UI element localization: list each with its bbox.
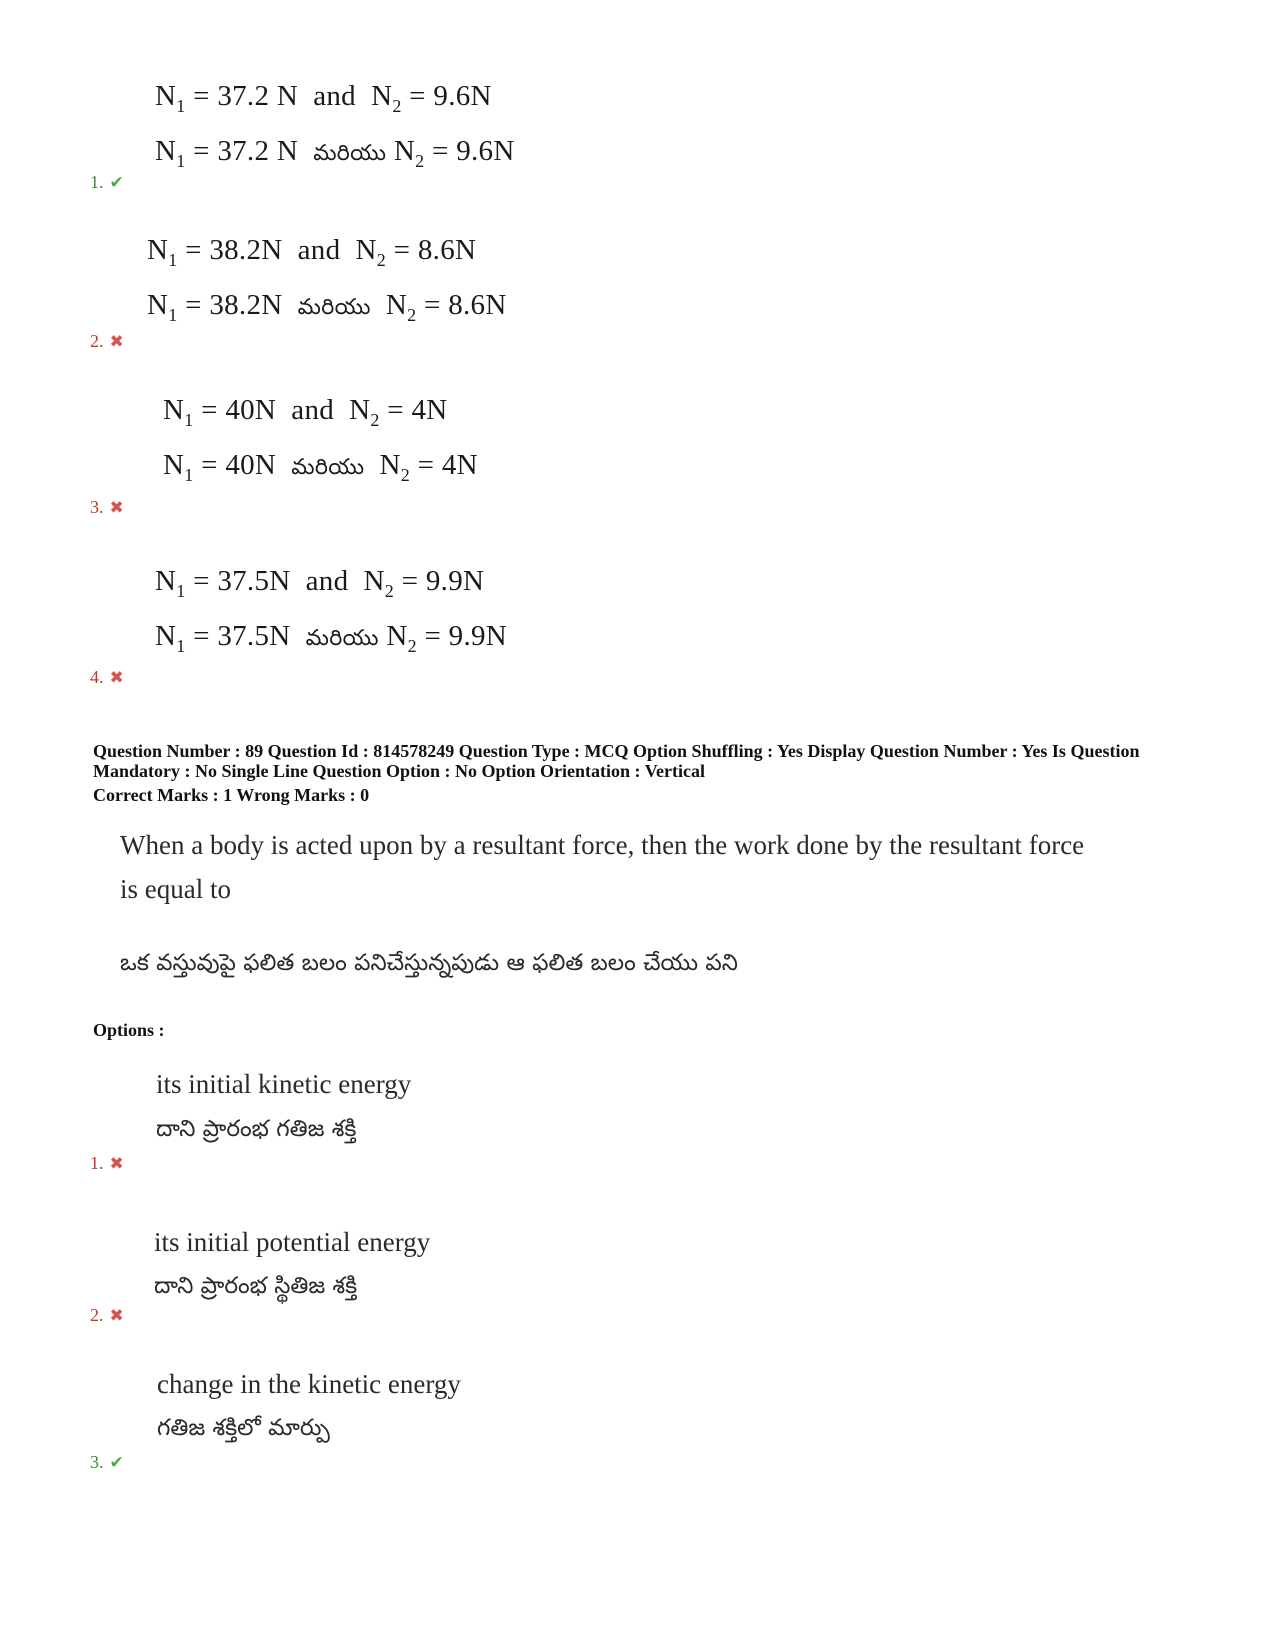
option-text-telugu: గతిజ శక్తిలో మార్పు: [157, 1415, 330, 1441]
options-label: Options :: [93, 1020, 165, 1040]
check-icon: ✔: [109, 1453, 124, 1472]
option-number: 3. ✔: [90, 1452, 124, 1472]
option-text-english: its initial kinetic energy: [156, 1069, 412, 1099]
option-number: 3. ✖: [90, 497, 124, 517]
question-text-telugu: ఒక వస్తువుపై ఫలిత బలం పనిచేస్తున్నపుడు ఆ ఫలిత బలం చేయు పని: [120, 950, 738, 976]
option-text-english: change in the kinetic energy: [157, 1369, 461, 1399]
question-meta-line1: Question Number : 89 Question Id : 814578249 Question Type : MCQ Option Shuffling : Yes Display Question Number : Yes Is Question: [93, 741, 1140, 761]
option-number: 4. ✖: [90, 667, 124, 687]
cross-icon: ✖: [109, 668, 124, 687]
question-meta-line2: Mandatory : No Single Line Question Option : No Option Orientation : Vertical: [93, 761, 706, 781]
option-text-telugu: దాని ప్రారంభ గతిజ శక్తి: [156, 1116, 357, 1142]
option-number: 2. ✖: [90, 331, 124, 351]
equation-telugu: $N_1 = 37.5N$ మరియు $N_2 = 9.9N$: [155, 620, 508, 656]
cross-icon: ✖: [109, 332, 124, 351]
option-number: 1. ✖: [90, 1153, 124, 1173]
equation-telugu: $N_1 = 40N$ మరియు $N_2 = 4N$: [163, 449, 478, 485]
option-text-english: its initial potential energy: [154, 1227, 431, 1257]
equation-english: $N_1 = 37.5N$ and $N_2 = 9.9N$: [155, 565, 485, 601]
question-text-english-line2: is equal to: [120, 874, 231, 904]
cross-icon: ✖: [109, 498, 124, 517]
equation-english: $N_1 = 37.2$ N and $N_2 = 9.6N$: [155, 80, 492, 116]
equation-telugu: $N_1 = 38.2N$ మరియు $N_2 = 8.6N$: [147, 289, 507, 325]
option-text-telugu: దాని ప్రారంభ స్థితిజ శక్తి: [154, 1273, 358, 1299]
option-number: 2. ✖: [90, 1305, 124, 1325]
check-icon: ✔: [109, 173, 124, 192]
option-number: 1. ✔: [90, 172, 124, 192]
cross-icon: ✖: [109, 1154, 124, 1173]
equation-english: $N_1 = 40N$ and $N_2 = 4N$: [163, 394, 448, 430]
question-marks: Correct Marks : 1 Wrong Marks : 0: [93, 785, 370, 805]
question-text-english-line1: When a body is acted upon by a resultant force, then the work done by the resultant force: [120, 830, 1085, 860]
equation-english: $N_1 = 38.2N$ and $N_2 = 8.6N$: [147, 234, 477, 270]
equation-telugu: $N_1 = 37.2$ N మరియు $N_2 = 9.6N$: [155, 135, 515, 171]
cross-icon: ✖: [109, 1306, 124, 1325]
